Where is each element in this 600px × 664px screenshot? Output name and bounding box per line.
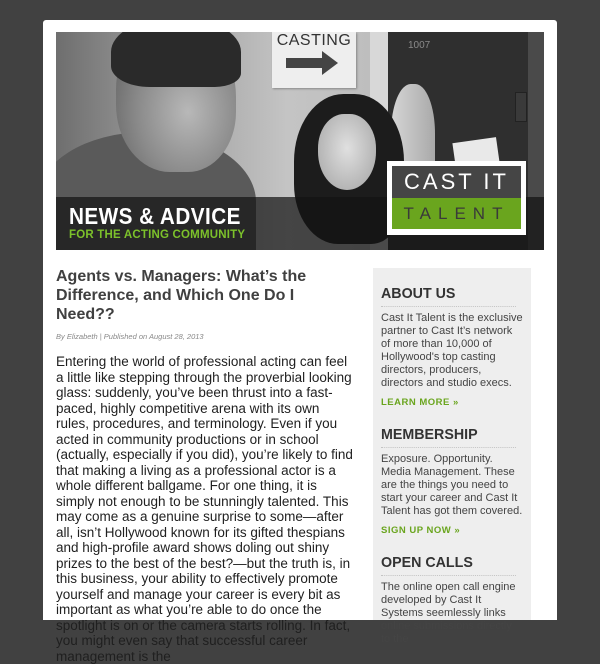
hero-banner: [56, 32, 544, 250]
arrow-right-icon: [286, 58, 324, 68]
article: [56, 267, 356, 664]
sidebar-heading-membership: MEMBERSHIP: [381, 426, 516, 448]
newsletter-container: [43, 20, 557, 664]
learn-more-link[interactable]: LEARN MORE »: [381, 397, 459, 408]
sidebar-section-membership: [373, 426, 531, 536]
door-hinge: [515, 92, 527, 122]
banner-subtitle: FOR THE ACTING COMMUNITY: [69, 229, 246, 241]
logo-line1: CAST IT: [392, 166, 521, 198]
banner-title: NEWS & ADVICE: [69, 203, 241, 229]
article-byline: By Elizabeth | Published on August 28, 2013: [56, 332, 204, 341]
photo-woman-face: [318, 114, 376, 190]
sign-up-now-link[interactable]: SIGN UP NOW »: [381, 525, 461, 536]
door-number: 1007: [408, 40, 431, 51]
casting-sign: [272, 32, 356, 88]
photo-man-hair: [111, 32, 241, 87]
article-title[interactable]: Agents vs. Managers: What’s the Difference, and Which One Do I Need??: [56, 268, 307, 323]
cast-it-talent-logo[interactable]: [387, 161, 526, 235]
sidebar-text-open-calls: The online open call engine developed by Cast It Systems seemlessly links online submissions directly to the: [381, 581, 516, 645]
article-body: Entering the world of professional acting can feel a little like stepping through the proverbial looking glass: suddenly, you’ve been thrust into a fast-paced, highly competitive arena with its own rules, procedures, and terminology. Even if you acted in community productions or in school (actually, especially if you did), you’re likely to find that making a living as a professional actor is a whole different ballgame. For one thing, it is simply not enough to be stunningly talented. This may come as a genuine surprise to some—after all, isn’t Hollywood known for its gifted thespians and high-profile award shows doling out shiny prizes to the best of the best?—but the truth is, in this business, your ability to effectively promote yourself and manage your career is every bit as important as what you’re able to do once the spotlight is on or the camera starts rolling. In fact, you might even say that successful career management is the: [56, 354, 353, 664]
sidebar-text-about: Cast It Talent is the exclusive partner to Cast It’s network of more than 10,000 of Hollywood's top casting directors, producers, directors and studio execs.: [381, 312, 523, 389]
sidebar-section-open-calls: [373, 554, 531, 646]
casting-sign-text: CASTING: [276, 32, 352, 49]
sidebar-heading-open-calls: OPEN CALLS: [381, 554, 516, 576]
sidebar-text-membership: Exposure. Opportunity. Media Management. These are the things you need to start your career and Cast It Talent has got them covered.: [381, 453, 523, 517]
logo-line2: TALENT: [392, 198, 521, 229]
sidebar-heading-about: ABOUT US: [381, 285, 516, 307]
sidebar-section-about: [373, 285, 531, 408]
sidebar: [373, 268, 531, 645]
